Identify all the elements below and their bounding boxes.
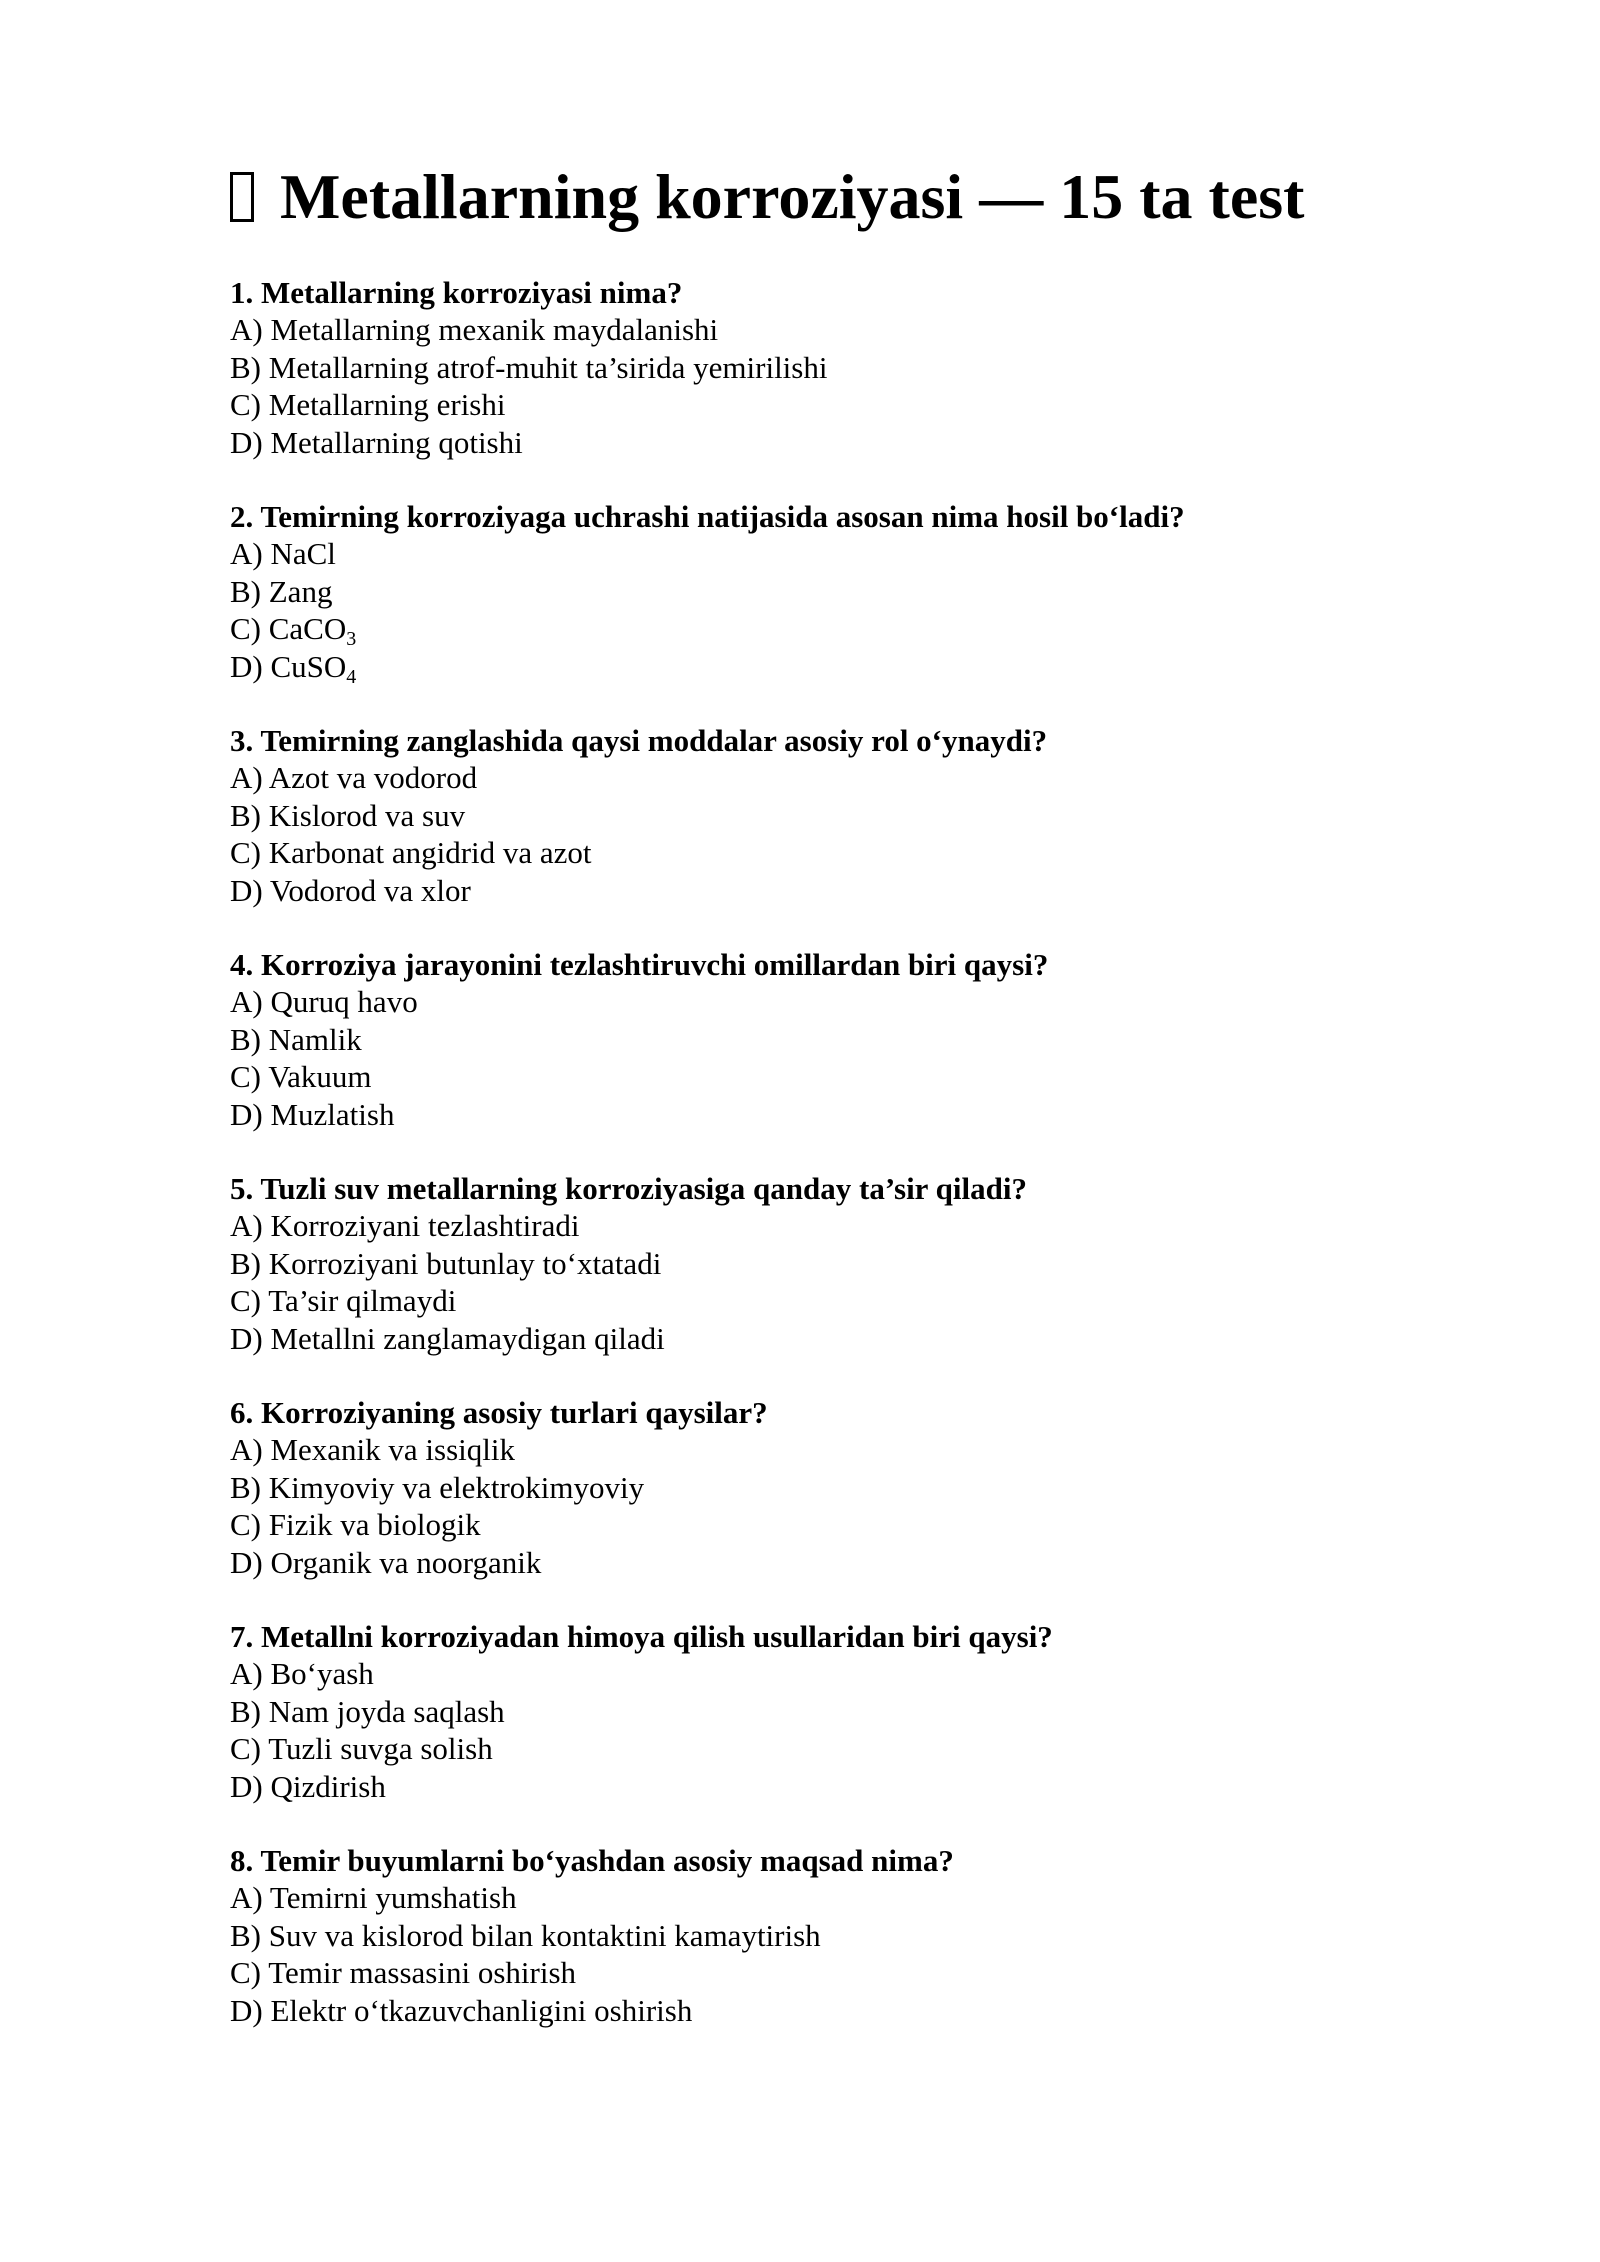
answer-option (230, 1768, 1410, 1806)
answer-option (230, 573, 1410, 611)
option-letter: B) (230, 797, 261, 833)
answer-option (230, 1058, 1410, 1096)
option-text: Suv va kislorod bilan kontaktini kamaytirish (268, 1917, 821, 1953)
option-text: CaCO (268, 611, 347, 646)
option-text: Metallarning erishi (268, 387, 506, 422)
answer-option (230, 834, 1410, 872)
answer-option (230, 1693, 1410, 1731)
answer-option (230, 1917, 1410, 1955)
option-text: Quruq havo (270, 984, 418, 1019)
option-text: Mexanik va issiqlik (270, 1432, 516, 1467)
question-block (230, 722, 1410, 909)
option-text: Azot va vodorod (268, 760, 478, 795)
question-block (230, 1170, 1410, 1357)
option-letter: C) (230, 1955, 261, 1990)
answer-option (230, 424, 1410, 462)
answer-option (230, 1207, 1410, 1245)
option-letter: D) (230, 1096, 263, 1132)
answer-option (230, 610, 1410, 648)
answer-option (230, 1992, 1410, 2030)
answer-option (230, 1245, 1410, 1283)
option-text: Bo‘yash (270, 1656, 374, 1691)
option-letter: A) (230, 760, 263, 795)
option-text: Ta’sir qilmaydi (268, 1283, 457, 1318)
answer-option (230, 759, 1410, 797)
option-letter: A) (230, 1656, 263, 1691)
answer-option (230, 1320, 1410, 1358)
option-letter: A) (230, 1432, 263, 1467)
option-text: Namlik (268, 1021, 362, 1057)
option-subscript: 4 (346, 665, 357, 688)
option-letter: D) (230, 1544, 263, 1580)
document-title (230, 160, 1410, 234)
option-letter: A) (230, 1880, 263, 1915)
option-text: Nam joyda saqlash (268, 1693, 505, 1729)
option-text: Korroziyani butunlay to‘xtatadi (268, 1245, 662, 1281)
option-letter: D) (230, 1320, 263, 1356)
answer-option (230, 1469, 1410, 1507)
option-text: Elektr o‘tkazuvchanligini oshirish (270, 1992, 693, 2028)
option-letter: A) (230, 312, 263, 347)
option-text: Vakuum (268, 1059, 372, 1094)
question-text: 3. Temirning zanglashida qaysi moddalar asosiy rol o‘ynaydi? (230, 723, 1048, 758)
option-letter: B) (230, 1917, 261, 1953)
question-text: 8. Temir buyumlarni bo‘yashdan asosiy maqsad nima? (230, 1843, 954, 1878)
option-letter: D) (230, 648, 263, 684)
answer-option (230, 1282, 1410, 1320)
option-letter: D) (230, 1768, 263, 1804)
option-letter: A) (230, 1208, 263, 1243)
answer-option (230, 797, 1410, 835)
option-text: Zang (268, 573, 333, 609)
answer-option (230, 1021, 1410, 1059)
option-text: Kislorod va suv (268, 797, 466, 833)
option-letter: C) (230, 1507, 261, 1542)
option-text: Metallarning atrof-muhit ta’sirida yemirilishi (268, 349, 828, 385)
option-letter: D) (230, 872, 263, 908)
answer-option (230, 1431, 1410, 1469)
option-text: Tuzli suvga solish (268, 1731, 493, 1766)
question-text: 6. Korroziyaning asosiy turlari qaysilar? (230, 1395, 768, 1430)
option-letter: C) (230, 387, 261, 422)
option-letter: D) (230, 1992, 263, 2028)
question-text: 2. Temirning korroziyaga uchrashi natijasida asosan nima hosil bo‘ladi? (230, 499, 1185, 534)
answer-option (230, 1544, 1410, 1582)
question-text: 1. Metallarning korroziyasi nima? (230, 275, 683, 310)
answer-option (230, 349, 1410, 387)
option-text: Temirni yumshatish (269, 1880, 517, 1915)
answer-option (230, 872, 1410, 910)
option-subscript: 3 (346, 628, 357, 650)
option-text: Karbonat angidrid va azot (268, 835, 592, 870)
option-text: Korroziyani tezlashtiradi (270, 1208, 580, 1243)
question-text: 7. Metallni korroziyadan himoya qilish usullaridan biri qaysi? (230, 1619, 1053, 1654)
answer-option (230, 1879, 1410, 1917)
question-list (230, 274, 1410, 2029)
option-letter: B) (230, 349, 261, 385)
answer-option (230, 648, 1410, 686)
option-text: Muzlatish (270, 1096, 395, 1132)
answer-option (230, 535, 1410, 573)
option-letter: B) (230, 1245, 261, 1281)
option-text: CuSO (270, 648, 347, 684)
option-letter: C) (230, 1731, 261, 1766)
option-text: Kimyoviy va elektrokimyoviy (268, 1469, 645, 1505)
option-text: Metallni zanglamaydigan qiladi (270, 1320, 665, 1356)
option-text: NaCl (270, 536, 336, 571)
question-block (230, 1618, 1410, 1805)
option-text: Metallarning mexanik maydalanishi (270, 312, 719, 347)
document-title-text: Metallarning korroziyasi — 15 ta test (280, 161, 1305, 232)
document-page (230, 160, 1410, 2066)
question-block (230, 1842, 1410, 2029)
missing-glyph-icon (230, 172, 254, 222)
option-letter: B) (230, 573, 261, 609)
answer-option (230, 1506, 1410, 1544)
answer-option (230, 1655, 1410, 1693)
question-text: 5. Tuzli suv metallarning korroziyasiga qanday ta’sir qiladi? (230, 1171, 1027, 1206)
option-letter: B) (230, 1021, 261, 1057)
option-text: Vodorod va xlor (269, 872, 471, 908)
option-letter: D) (230, 424, 263, 460)
option-text: Fizik va biologik (268, 1507, 481, 1542)
option-letter: C) (230, 1283, 261, 1318)
question-block (230, 946, 1410, 1133)
option-letter: C) (230, 835, 261, 870)
answer-option (230, 1730, 1410, 1768)
option-letter: A) (230, 536, 263, 571)
answer-option (230, 1954, 1410, 1992)
answer-option (230, 983, 1410, 1021)
question-text: 4. Korroziya jarayonini tezlashtiruvchi omillardan biri qaysi? (230, 947, 1049, 982)
option-text: Temir massasini oshirish (268, 1955, 577, 1990)
option-text: Organik va noorganik (270, 1544, 542, 1580)
option-letter: B) (230, 1693, 261, 1729)
answer-option (230, 386, 1410, 424)
question-block (230, 1394, 1410, 1581)
question-block (230, 498, 1410, 688)
answer-option (230, 311, 1410, 349)
option-letter: A) (230, 984, 263, 1019)
option-letter: C) (230, 1059, 261, 1094)
option-letter: B) (230, 1469, 261, 1505)
option-text: Qizdirish (270, 1768, 386, 1804)
option-text: Metallarning qotishi (270, 424, 523, 460)
option-letter: C) (230, 611, 261, 646)
answer-option (230, 1096, 1410, 1134)
question-block (230, 274, 1410, 461)
